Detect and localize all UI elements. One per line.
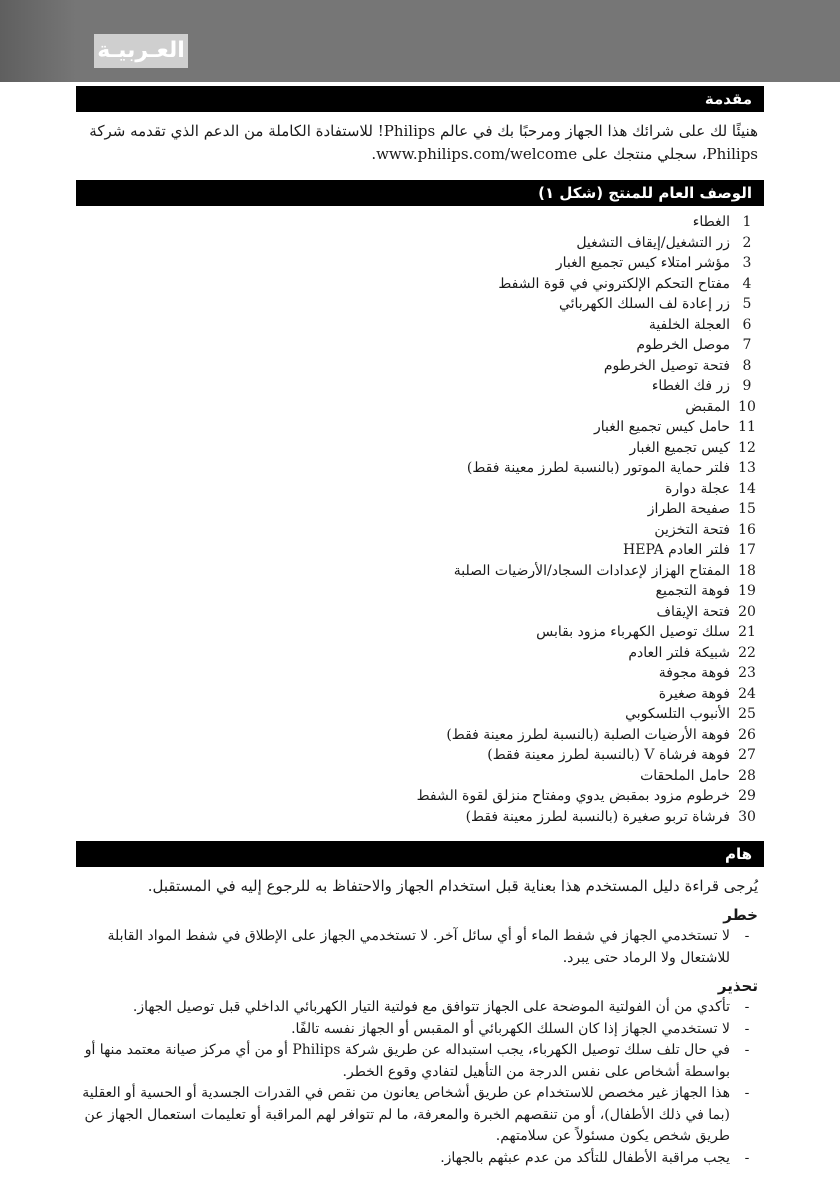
list-item: 13 فلتر حماية الموتور (بالنسبة لطرز معينة فقط) <box>466 460 756 476</box>
list-item: - تأكدي من أن الفولتية الموضحة على الجهاز تتوافق مع فولتية التيار الكهربائي الداخلي قبل توصيل الجهاز. <box>132 999 750 1015</box>
warning-title: تحذير <box>717 977 758 995</box>
list-item: 14 عجلة دوارة <box>665 480 756 497</box>
list-item: 29 خرطوم مزود بمقبض يدوي ومفتاح منزلق لقوة الشفط <box>416 788 756 804</box>
list-item: - يجب مراقبة الأطفال للتأكد من عدم عبثهم بالجهاز. <box>440 1149 750 1166</box>
list-item: - في حال تلف سلك توصيل الكهرباء، يجب استبداله عن طريق شركة Philips أو من أي مركز صيانة معتمد منها أو بواسطة أشخاص على نفس الدرجة من التأهيل لتفادي وقوع الخطر. <box>84 1042 750 1080</box>
language-tab: العـربيـة <box>94 34 188 68</box>
list-item: 24 فوهة صغيرة <box>658 685 756 702</box>
list-item: - لا تستخدمي الجهاز إذا كان السلك الكهربائي أو المقبس أو الجهاز نفسه تالفًا. <box>291 1020 750 1037</box>
section-heading-overview: الوصف العام للمنتج (شكل ١) <box>76 180 764 206</box>
list-item: 7 موصل الخرطوم <box>636 337 752 353</box>
list-item: 9 زر فك الغطاء <box>651 378 752 394</box>
list-item: 8 فتحة توصيل الخرطوم <box>603 357 752 374</box>
parts-list <box>76 212 764 827</box>
danger-list <box>76 926 764 969</box>
list-item: 3 مؤشر امتلاء كيس تجميع الغبار <box>555 255 752 271</box>
list-item: 11 حامل كيس تجميع الغبار <box>594 419 756 435</box>
list-item: 10 المقبض <box>685 398 756 415</box>
section-heading-important: هام <box>76 841 764 867</box>
list-item: 23 فوهة مجوفة <box>658 665 756 681</box>
list-item: 21 سلك توصيل الكهرباء مزود بقابس <box>536 624 756 640</box>
list-item: 16 فتحة التخزين <box>654 521 756 538</box>
list-item: 27 فوهة فرشاة V (بالنسبة لطرز معينة فقط) <box>487 747 756 763</box>
danger-title: خطر <box>723 906 758 924</box>
list-item: 6 العجلة الخلفية <box>648 316 752 333</box>
list-item: 1 الغطاء <box>692 214 752 230</box>
list-item: 30 فرشاة تربو صغيرة (بالنسبة لطرز معينة فقط) <box>465 808 756 825</box>
list-item: 17 فلتر العادم HEPA <box>623 542 756 558</box>
list-item: 26 فوهة الأرضيات الصلبة (بالنسبة لطرز معينة فقط) <box>446 726 756 743</box>
list-item: 19 فوهة التجميع <box>655 583 756 599</box>
list-item: 28 حامل الملحقات <box>640 767 756 784</box>
list-item: 4 مفتاح التحكم الإلكتروني في قوة الشفط <box>498 275 752 292</box>
list-item: 15 صفيحة الطراز <box>647 501 756 517</box>
important-intro: يُرجى قراءة دليل المستخدم هذا بعناية قبل استخدام الجهاز والاحتفاظ به للرجوع إليه في المستقبل. <box>147 877 758 895</box>
section-heading-intro: مقدمة <box>76 86 764 112</box>
header-shade <box>0 0 76 82</box>
list-item: - لا تستخدمي الجهاز في شفط الماء أو أي سائل آخر. لا تستخدمي الجهاز على الإطلاق في شفط المواد القابلة للاشتعال ولا الرماد حتى يبرد. <box>107 928 750 966</box>
list-item: 12 كيس تجميع الغبار <box>629 439 756 456</box>
list-item: 22 شبيكة فلتر العادم <box>628 644 756 661</box>
list-item: - هذا الجهاز غير مخصص للاستخدام عن طريق أشخاص يعانون من نقص في القدرات الجسدية أو الحسية أو العقلية (بما في ذلك الأطفال)، أو من تنقصهم الخبرة والمعرفة، ما لم تتوافر لهم المراقبة أو تعليمات استعمال الجهاز عن طريق شخص يكون مسئولاً عن سلامتهم. <box>82 1085 750 1144</box>
intro-paragraph: هنيئًا لك على شرائك هذا الجهاز ومرحبًا بك في عالم Philips! للاستفادة الكاملة من الدعم الذي تقدمه شركة Philips، سجلي منتجك على www.philips.com/welcome. <box>89 122 758 163</box>
list-item: 25 الأنبوب التلسكوبي <box>625 706 756 722</box>
list-item: 20 فتحة الإيقاف <box>656 603 756 620</box>
list-item: 5 زر إعادة لف السلك الكهربائي <box>558 296 752 312</box>
document-body <box>76 86 764 1169</box>
list-item: 2 زر التشغيل/إيقاف التشغيل <box>576 234 752 251</box>
warning-list <box>76 997 764 1169</box>
list-item: 18 المفتاح الهزاز لإعدادات السجاد/الأرضيات الصلبة <box>453 562 756 579</box>
